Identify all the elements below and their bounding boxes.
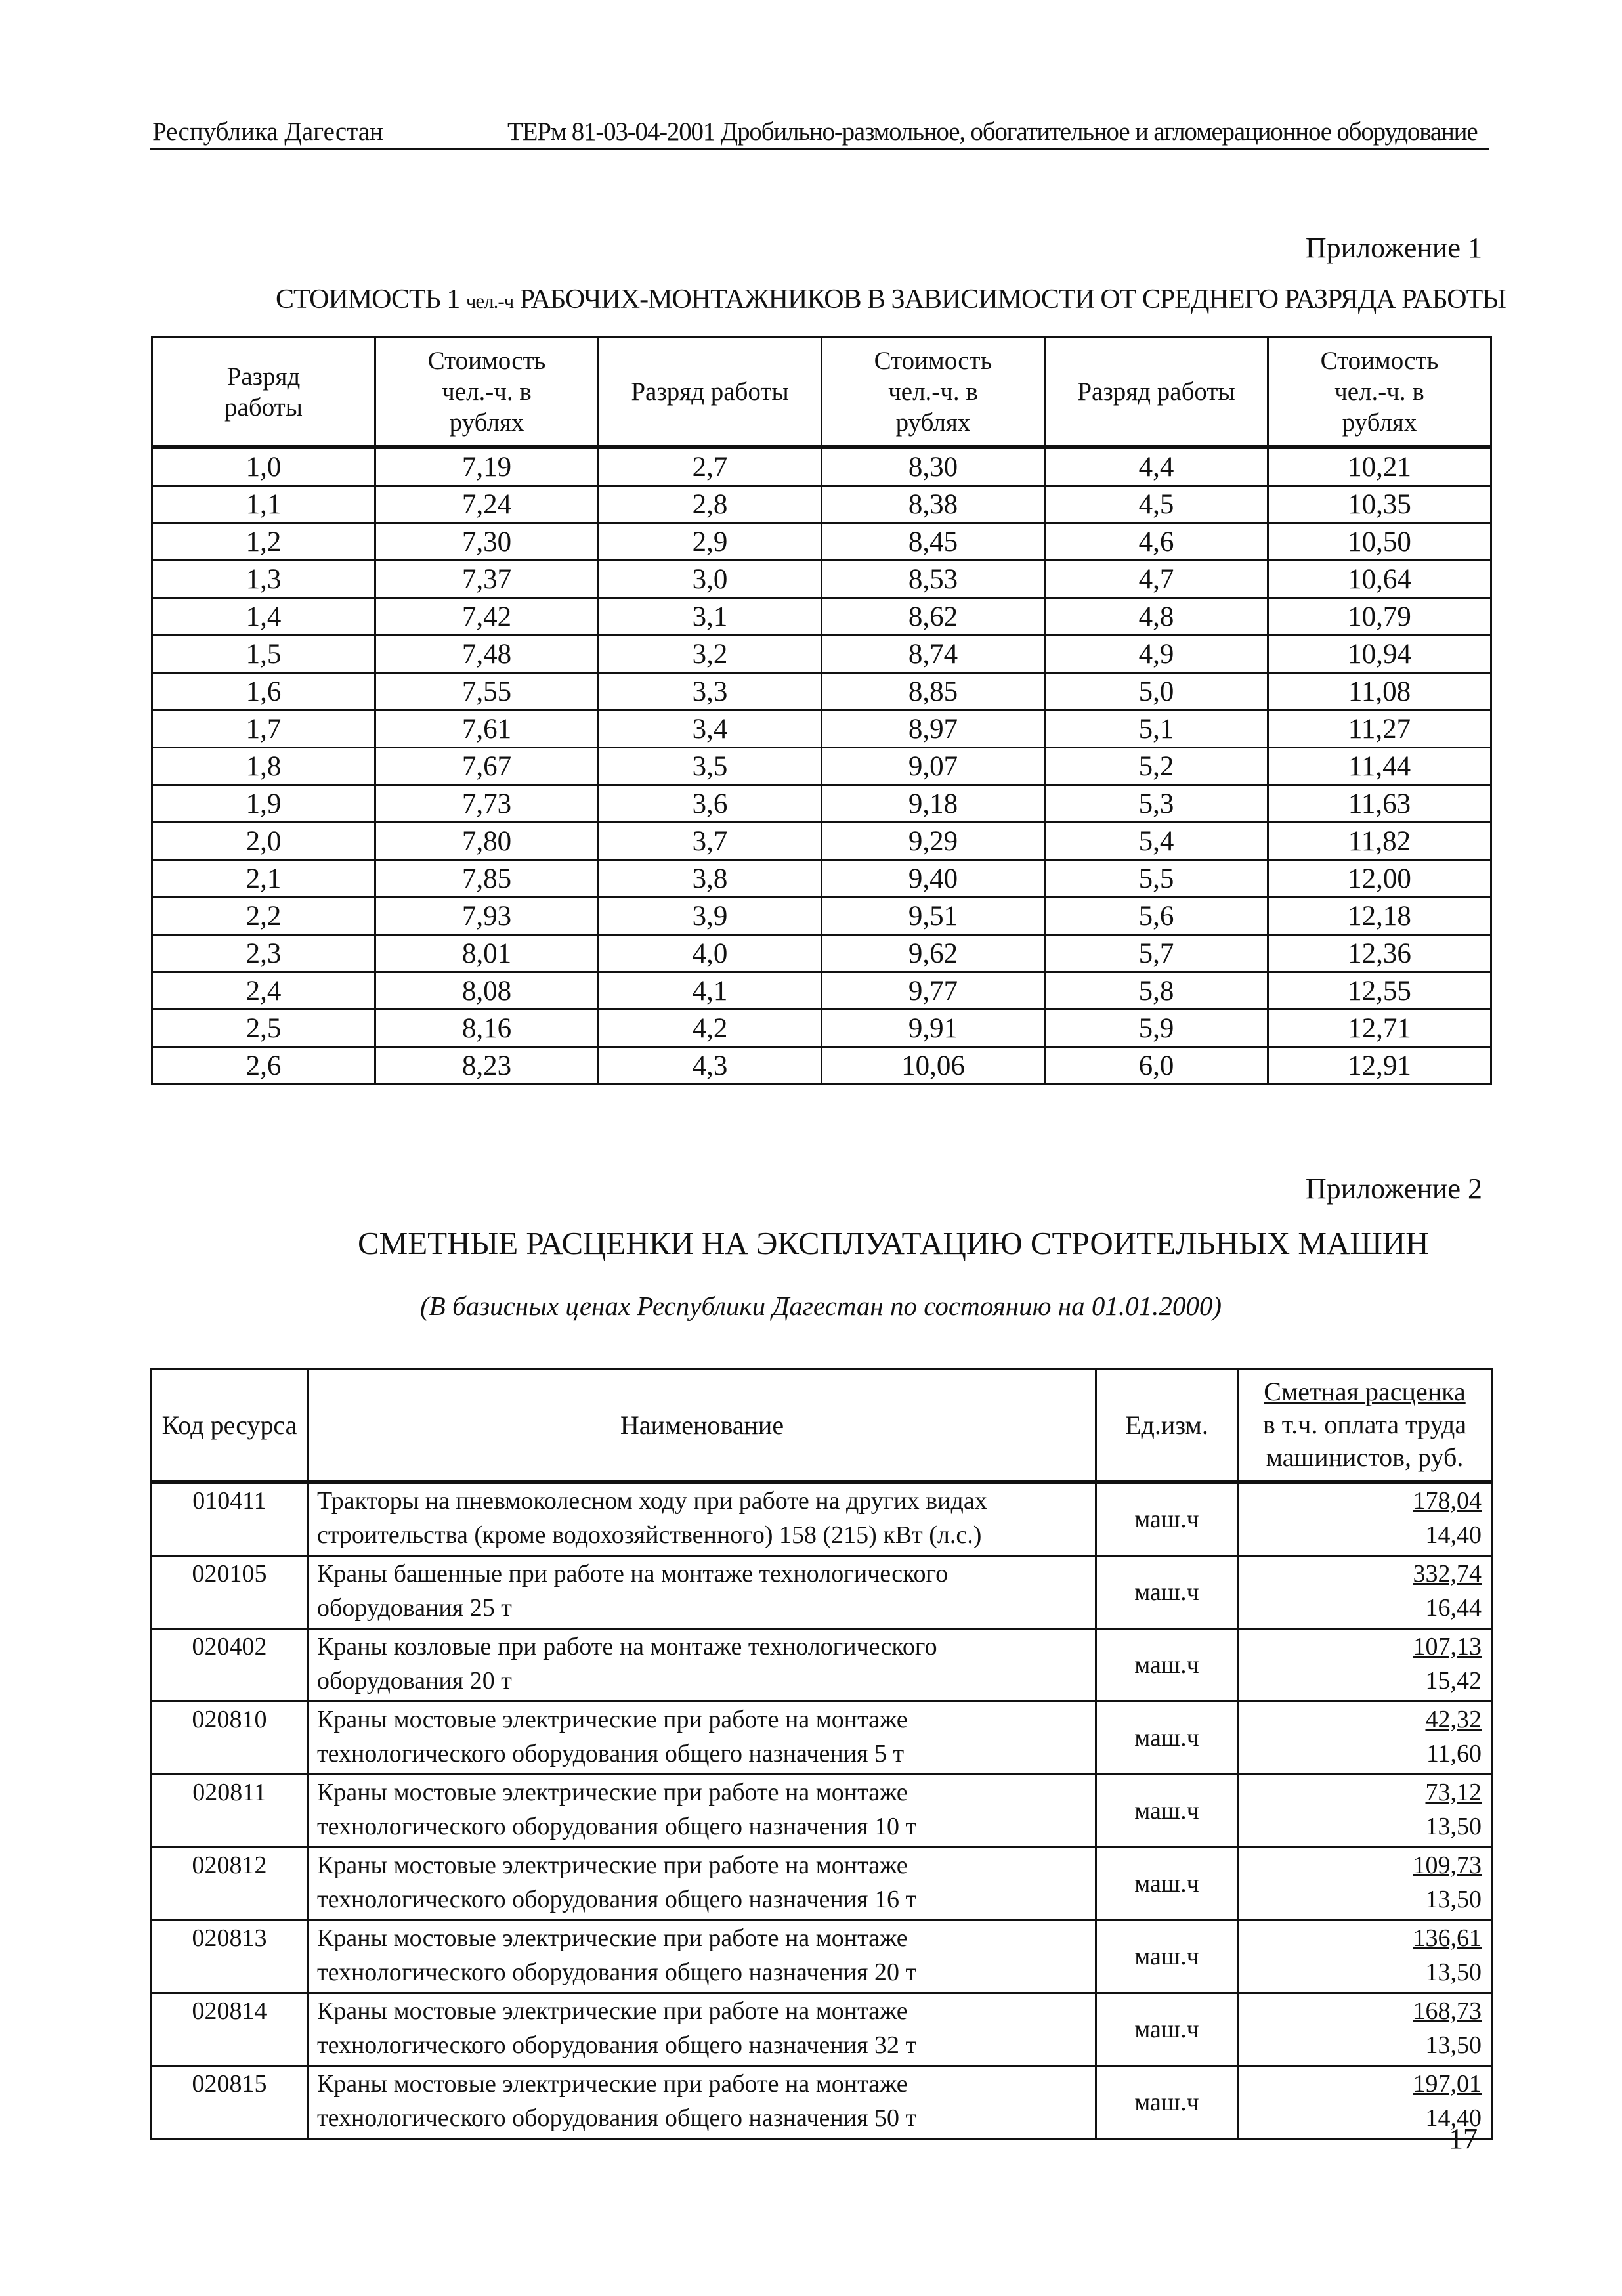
cost-cell: 10,50 bbox=[1268, 523, 1491, 561]
grade-cell: 4,8 bbox=[1045, 598, 1268, 636]
unit-cell: маш.ч bbox=[1096, 1920, 1238, 1993]
grade-cell: 1,1 bbox=[152, 486, 375, 523]
grade-cell: 4,5 bbox=[1045, 486, 1268, 523]
appendix-1-title-part-a: СТОИМОСТЬ 1 bbox=[276, 284, 466, 314]
cost-cell: 9,18 bbox=[822, 785, 1045, 823]
machine-name-cell: Краны башенные при работе на монтаже технологического оборудования 25 т bbox=[309, 1556, 1096, 1629]
labor-cost-table bbox=[151, 336, 1492, 1085]
grade-cell: 5,4 bbox=[1045, 823, 1268, 860]
grade-cell: 4,2 bbox=[599, 1010, 822, 1047]
machine-name-cell: Краны мостовые электрические при работе на монтаже технологического оборудования общего назначения 50 т bbox=[309, 2066, 1096, 2139]
col-header-unit: Ед.изм. bbox=[1096, 1369, 1238, 1483]
grade-cell: 3,8 bbox=[599, 860, 822, 898]
cost-cell: 7,55 bbox=[375, 673, 599, 710]
rate-header-top: Сметная расценка bbox=[1264, 1377, 1466, 1406]
unit-cell: маш.ч bbox=[1096, 1702, 1238, 1775]
machine-rate-value: 136,61 bbox=[1413, 1924, 1482, 1952]
cost-cell: 8,45 bbox=[822, 523, 1045, 561]
cost-cell: 9,07 bbox=[822, 748, 1045, 785]
grade-cell: 4,9 bbox=[1045, 636, 1268, 673]
col-header-cost: Стоимость чел.-ч. в рублях bbox=[375, 337, 599, 448]
grade-cell: 2,5 bbox=[152, 1010, 375, 1047]
machine-rates-header-row bbox=[151, 1369, 1492, 1483]
grade-cell: 1,9 bbox=[152, 785, 375, 823]
operator-labor-value: 16,44 bbox=[1425, 1594, 1482, 1622]
cost-cell: 8,38 bbox=[822, 486, 1045, 523]
grade-cell: 5,9 bbox=[1045, 1010, 1268, 1047]
machine-rate-value: 109,73 bbox=[1413, 1852, 1482, 1879]
unit-cell: маш.ч bbox=[1096, 2066, 1238, 2139]
labor-cost-row bbox=[152, 823, 1491, 860]
cost-cell: 10,64 bbox=[1268, 561, 1491, 598]
cost-cell: 11,08 bbox=[1268, 673, 1491, 710]
labor-cost-row bbox=[152, 447, 1491, 486]
col-header-rate bbox=[1238, 1369, 1492, 1483]
machine-rate-value: 168,73 bbox=[1413, 1997, 1482, 2025]
labor-cost-row bbox=[152, 1010, 1491, 1047]
rate-cell bbox=[1238, 1848, 1492, 1920]
rate-cell bbox=[1238, 1993, 1492, 2066]
machine-name-cell: Краны мостовые электрические при работе на монтаже технологического оборудования общего назначения 20 т bbox=[309, 1920, 1096, 1993]
labor-cost-row bbox=[152, 486, 1491, 523]
cost-cell: 7,37 bbox=[375, 561, 599, 598]
cost-cell: 8,23 bbox=[375, 1047, 599, 1085]
labor-cost-row bbox=[152, 1047, 1491, 1085]
col-header-name: Наименование bbox=[309, 1369, 1096, 1483]
labor-cost-row bbox=[152, 523, 1491, 561]
resource-code-cell: 020813 bbox=[151, 1920, 309, 1993]
resource-code-cell: 020815 bbox=[151, 2066, 309, 2139]
cost-cell: 8,08 bbox=[375, 972, 599, 1010]
grade-cell: 2,8 bbox=[599, 486, 822, 523]
operator-labor-value: 13,50 bbox=[1425, 1813, 1482, 1840]
machine-rate-row bbox=[151, 1920, 1492, 1993]
col-header-cost: Стоимость чел.-ч. в рублях bbox=[1268, 337, 1491, 448]
cost-cell: 9,51 bbox=[822, 898, 1045, 935]
rate-cell bbox=[1238, 1482, 1492, 1556]
appendix-2-label: Приложение 2 bbox=[1305, 1173, 1482, 1205]
cost-cell: 7,73 bbox=[375, 785, 599, 823]
grade-cell: 5,2 bbox=[1045, 748, 1268, 785]
resource-code-cell: 010411 bbox=[151, 1482, 309, 1556]
unit-cell: маш.ч bbox=[1096, 1482, 1238, 1556]
machine-rate-value: 73,12 bbox=[1425, 1779, 1482, 1806]
cost-cell: 12,36 bbox=[1268, 935, 1491, 972]
grade-cell: 4,0 bbox=[599, 935, 822, 972]
cost-cell: 11,27 bbox=[1268, 710, 1491, 748]
cost-cell: 10,35 bbox=[1268, 486, 1491, 523]
cost-cell: 7,48 bbox=[375, 636, 599, 673]
grade-cell: 1,6 bbox=[152, 673, 375, 710]
resource-code-cell: 020811 bbox=[151, 1775, 309, 1848]
operator-labor-value: 14,40 bbox=[1425, 1521, 1482, 1549]
cost-cell: 7,93 bbox=[375, 898, 599, 935]
grade-cell: 3,4 bbox=[599, 710, 822, 748]
rate-header-bottom: в т.ч. оплата труда машинистов, руб. bbox=[1262, 1410, 1467, 1472]
header-document-title: ТЕРм 81-03-04-2001 Дробильно-размольное, обогатительное и агломерационное оборудование bbox=[507, 118, 1478, 146]
grade-cell: 2,0 bbox=[152, 823, 375, 860]
grade-cell: 3,2 bbox=[599, 636, 822, 673]
labor-cost-header-row bbox=[152, 337, 1491, 448]
cost-cell: 8,53 bbox=[822, 561, 1045, 598]
cost-cell: 8,85 bbox=[822, 673, 1045, 710]
labor-cost-row bbox=[152, 710, 1491, 748]
machine-rate-value: 42,32 bbox=[1425, 1706, 1482, 1733]
labor-cost-row bbox=[152, 561, 1491, 598]
cost-cell: 8,62 bbox=[822, 598, 1045, 636]
grade-cell: 4,3 bbox=[599, 1047, 822, 1085]
cost-cell: 8,01 bbox=[375, 935, 599, 972]
grade-cell: 4,4 bbox=[1045, 447, 1268, 486]
grade-cell: 3,6 bbox=[599, 785, 822, 823]
col-header-grade: Разряд работы bbox=[152, 337, 375, 448]
appendix-2-subtitle: (В базисных ценах Республики Дагестан по состоянию на 01.01.2000) bbox=[420, 1291, 1222, 1321]
cost-cell: 12,71 bbox=[1268, 1010, 1491, 1047]
grade-cell: 5,5 bbox=[1045, 860, 1268, 898]
labor-cost-row bbox=[152, 673, 1491, 710]
appendix-1-label: Приложение 1 bbox=[1305, 232, 1482, 264]
cost-cell: 7,80 bbox=[375, 823, 599, 860]
labor-cost-row bbox=[152, 785, 1491, 823]
rate-cell bbox=[1238, 1775, 1492, 1848]
grade-cell: 4,6 bbox=[1045, 523, 1268, 561]
appendix-1-title-unit: чел.-ч bbox=[465, 290, 514, 313]
page-number: 17 bbox=[1449, 2123, 1478, 2155]
cost-cell: 9,62 bbox=[822, 935, 1045, 972]
operator-labor-value: 13,50 bbox=[1425, 1886, 1482, 1913]
grade-cell: 5,1 bbox=[1045, 710, 1268, 748]
grade-cell: 1,0 bbox=[152, 447, 375, 486]
cost-cell: 7,30 bbox=[375, 523, 599, 561]
grade-cell: 3,9 bbox=[599, 898, 822, 935]
cost-cell: 12,00 bbox=[1268, 860, 1491, 898]
operator-labor-value: 11,60 bbox=[1426, 1740, 1482, 1767]
resource-code-cell: 020810 bbox=[151, 1702, 309, 1775]
cost-cell: 7,24 bbox=[375, 486, 599, 523]
grade-cell: 5,6 bbox=[1045, 898, 1268, 935]
unit-cell: маш.ч bbox=[1096, 1556, 1238, 1629]
cost-cell: 7,67 bbox=[375, 748, 599, 785]
machine-rate-row bbox=[151, 1482, 1492, 1556]
grade-cell: 3,0 bbox=[599, 561, 822, 598]
cost-cell: 11,44 bbox=[1268, 748, 1491, 785]
col-header-grade: Разряд работы bbox=[1045, 337, 1268, 448]
machine-name-cell: Краны козловые при работе на монтаже технологического оборудования 20 т bbox=[309, 1629, 1096, 1702]
resource-code-cell: 020814 bbox=[151, 1993, 309, 2066]
cost-cell: 7,19 bbox=[375, 447, 599, 486]
grade-cell: 1,8 bbox=[152, 748, 375, 785]
unit-cell: маш.ч bbox=[1096, 1775, 1238, 1848]
grade-cell: 5,3 bbox=[1045, 785, 1268, 823]
labor-cost-row bbox=[152, 935, 1491, 972]
cost-cell: 12,91 bbox=[1268, 1047, 1491, 1085]
machine-rate-row bbox=[151, 1556, 1492, 1629]
cost-cell: 9,77 bbox=[822, 972, 1045, 1010]
cost-cell: 10,94 bbox=[1268, 636, 1491, 673]
grade-cell: 5,0 bbox=[1045, 673, 1268, 710]
cost-cell: 8,16 bbox=[375, 1010, 599, 1047]
machine-rates-table bbox=[150, 1368, 1493, 2140]
machine-rate-row bbox=[151, 1702, 1492, 1775]
machine-rate-value: 197,01 bbox=[1413, 2070, 1482, 2098]
grade-cell: 5,7 bbox=[1045, 935, 1268, 972]
appendix-2-title: СМЕТНЫЕ РАСЦЕНКИ НА ЭКСПЛУАТАЦИЮ СТРОИТЕЛЬНЫХ МАШИН bbox=[358, 1225, 1429, 1261]
cost-cell: 11,63 bbox=[1268, 785, 1491, 823]
rate-cell bbox=[1238, 1556, 1492, 1629]
machine-rate-row bbox=[151, 2066, 1492, 2139]
machine-rate-row bbox=[151, 1775, 1492, 1848]
grade-cell: 2,9 bbox=[599, 523, 822, 561]
grade-cell: 2,4 bbox=[152, 972, 375, 1010]
cost-cell: 8,97 bbox=[822, 710, 1045, 748]
grade-cell: 3,5 bbox=[599, 748, 822, 785]
grade-cell: 4,7 bbox=[1045, 561, 1268, 598]
cost-cell: 11,82 bbox=[1268, 823, 1491, 860]
grade-cell: 3,7 bbox=[599, 823, 822, 860]
cost-cell: 10,21 bbox=[1268, 447, 1491, 486]
rate-cell bbox=[1238, 1920, 1492, 1993]
running-header bbox=[150, 110, 1489, 150]
grade-cell: 3,1 bbox=[599, 598, 822, 636]
cost-cell: 8,30 bbox=[822, 447, 1045, 486]
grade-cell: 6,0 bbox=[1045, 1047, 1268, 1085]
operator-labor-value: 15,42 bbox=[1425, 1667, 1482, 1695]
cost-cell: 9,91 bbox=[822, 1010, 1045, 1047]
machine-rate-value: 332,74 bbox=[1413, 1560, 1482, 1588]
grade-cell: 1,2 bbox=[152, 523, 375, 561]
labor-cost-row bbox=[152, 598, 1491, 636]
appendix-1-title bbox=[276, 284, 1506, 315]
grade-cell: 1,3 bbox=[152, 561, 375, 598]
unit-cell: маш.ч bbox=[1096, 1848, 1238, 1920]
machine-name-cell: Тракторы на пневмоколесном ходу при работе на других видах строительства (кроме водохозяйственного) 158 (215) кВт (л.с.) bbox=[309, 1482, 1096, 1556]
cost-cell: 7,42 bbox=[375, 598, 599, 636]
rate-cell bbox=[1238, 1629, 1492, 1702]
grade-cell: 1,4 bbox=[152, 598, 375, 636]
grade-cell: 1,7 bbox=[152, 710, 375, 748]
cost-cell: 8,74 bbox=[822, 636, 1045, 673]
machine-rate-row bbox=[151, 1993, 1492, 2066]
cost-cell: 10,79 bbox=[1268, 598, 1491, 636]
grade-cell: 3,3 bbox=[599, 673, 822, 710]
labor-cost-row bbox=[152, 636, 1491, 673]
grade-cell: 2,3 bbox=[152, 935, 375, 972]
machine-rate-value: 178,04 bbox=[1413, 1487, 1482, 1515]
header-region: Республика Дагестан bbox=[152, 118, 383, 146]
machine-name-cell: Краны мостовые электрические при работе на монтаже технологического оборудования общего назначения 5 т bbox=[309, 1702, 1096, 1775]
machine-rate-value: 107,13 bbox=[1413, 1633, 1482, 1660]
machine-rate-row bbox=[151, 1629, 1492, 1702]
col-header-resource-code: Код ресурса bbox=[151, 1369, 309, 1483]
col-header-cost: Стоимость чел.-ч. в рублях bbox=[822, 337, 1045, 448]
rate-cell bbox=[1238, 1702, 1492, 1775]
operator-labor-value: 14,40 bbox=[1425, 2104, 1482, 2132]
cost-cell: 12,55 bbox=[1268, 972, 1491, 1010]
cost-cell: 7,85 bbox=[375, 860, 599, 898]
grade-cell: 4,1 bbox=[599, 972, 822, 1010]
operator-labor-value: 13,50 bbox=[1425, 2031, 1482, 2059]
machine-rate-row bbox=[151, 1848, 1492, 1920]
machine-name-cell: Краны мостовые электрические при работе на монтаже технологического оборудования общего назначения 10 т bbox=[309, 1775, 1096, 1848]
grade-cell: 5,8 bbox=[1045, 972, 1268, 1010]
unit-cell: маш.ч bbox=[1096, 1993, 1238, 2066]
cost-cell: 12,18 bbox=[1268, 898, 1491, 935]
unit-cell: маш.ч bbox=[1096, 1629, 1238, 1702]
labor-cost-row bbox=[152, 898, 1491, 935]
cost-cell: 9,29 bbox=[822, 823, 1045, 860]
resource-code-cell: 020812 bbox=[151, 1848, 309, 1920]
labor-cost-row bbox=[152, 748, 1491, 785]
grade-cell: 2,7 bbox=[599, 447, 822, 486]
grade-cell: 2,2 bbox=[152, 898, 375, 935]
machine-name-cell: Краны мостовые электрические при работе на монтаже технологического оборудования общего назначения 16 т bbox=[309, 1848, 1096, 1920]
grade-cell: 2,1 bbox=[152, 860, 375, 898]
appendix-1-title-part-b: РАБОЧИХ-МОНТАЖНИКОВ В ЗАВИСИМОСТИ ОТ СРЕДНЕГО РАЗРЯДА РАБОТЫ bbox=[513, 284, 1506, 314]
machine-name-cell: Краны мостовые электрические при работе на монтаже технологического оборудования общего назначения 32 т bbox=[309, 1993, 1096, 2066]
labor-cost-row bbox=[152, 972, 1491, 1010]
cost-cell: 10,06 bbox=[822, 1047, 1045, 1085]
grade-cell: 1,5 bbox=[152, 636, 375, 673]
grade-cell: 2,6 bbox=[152, 1047, 375, 1085]
resource-code-cell: 020402 bbox=[151, 1629, 309, 1702]
cost-cell: 9,40 bbox=[822, 860, 1045, 898]
cost-cell: 7,61 bbox=[375, 710, 599, 748]
labor-cost-row bbox=[152, 860, 1491, 898]
operator-labor-value: 13,50 bbox=[1425, 1959, 1482, 1986]
col-header-grade: Разряд работы bbox=[599, 337, 822, 448]
resource-code-cell: 020105 bbox=[151, 1556, 309, 1629]
